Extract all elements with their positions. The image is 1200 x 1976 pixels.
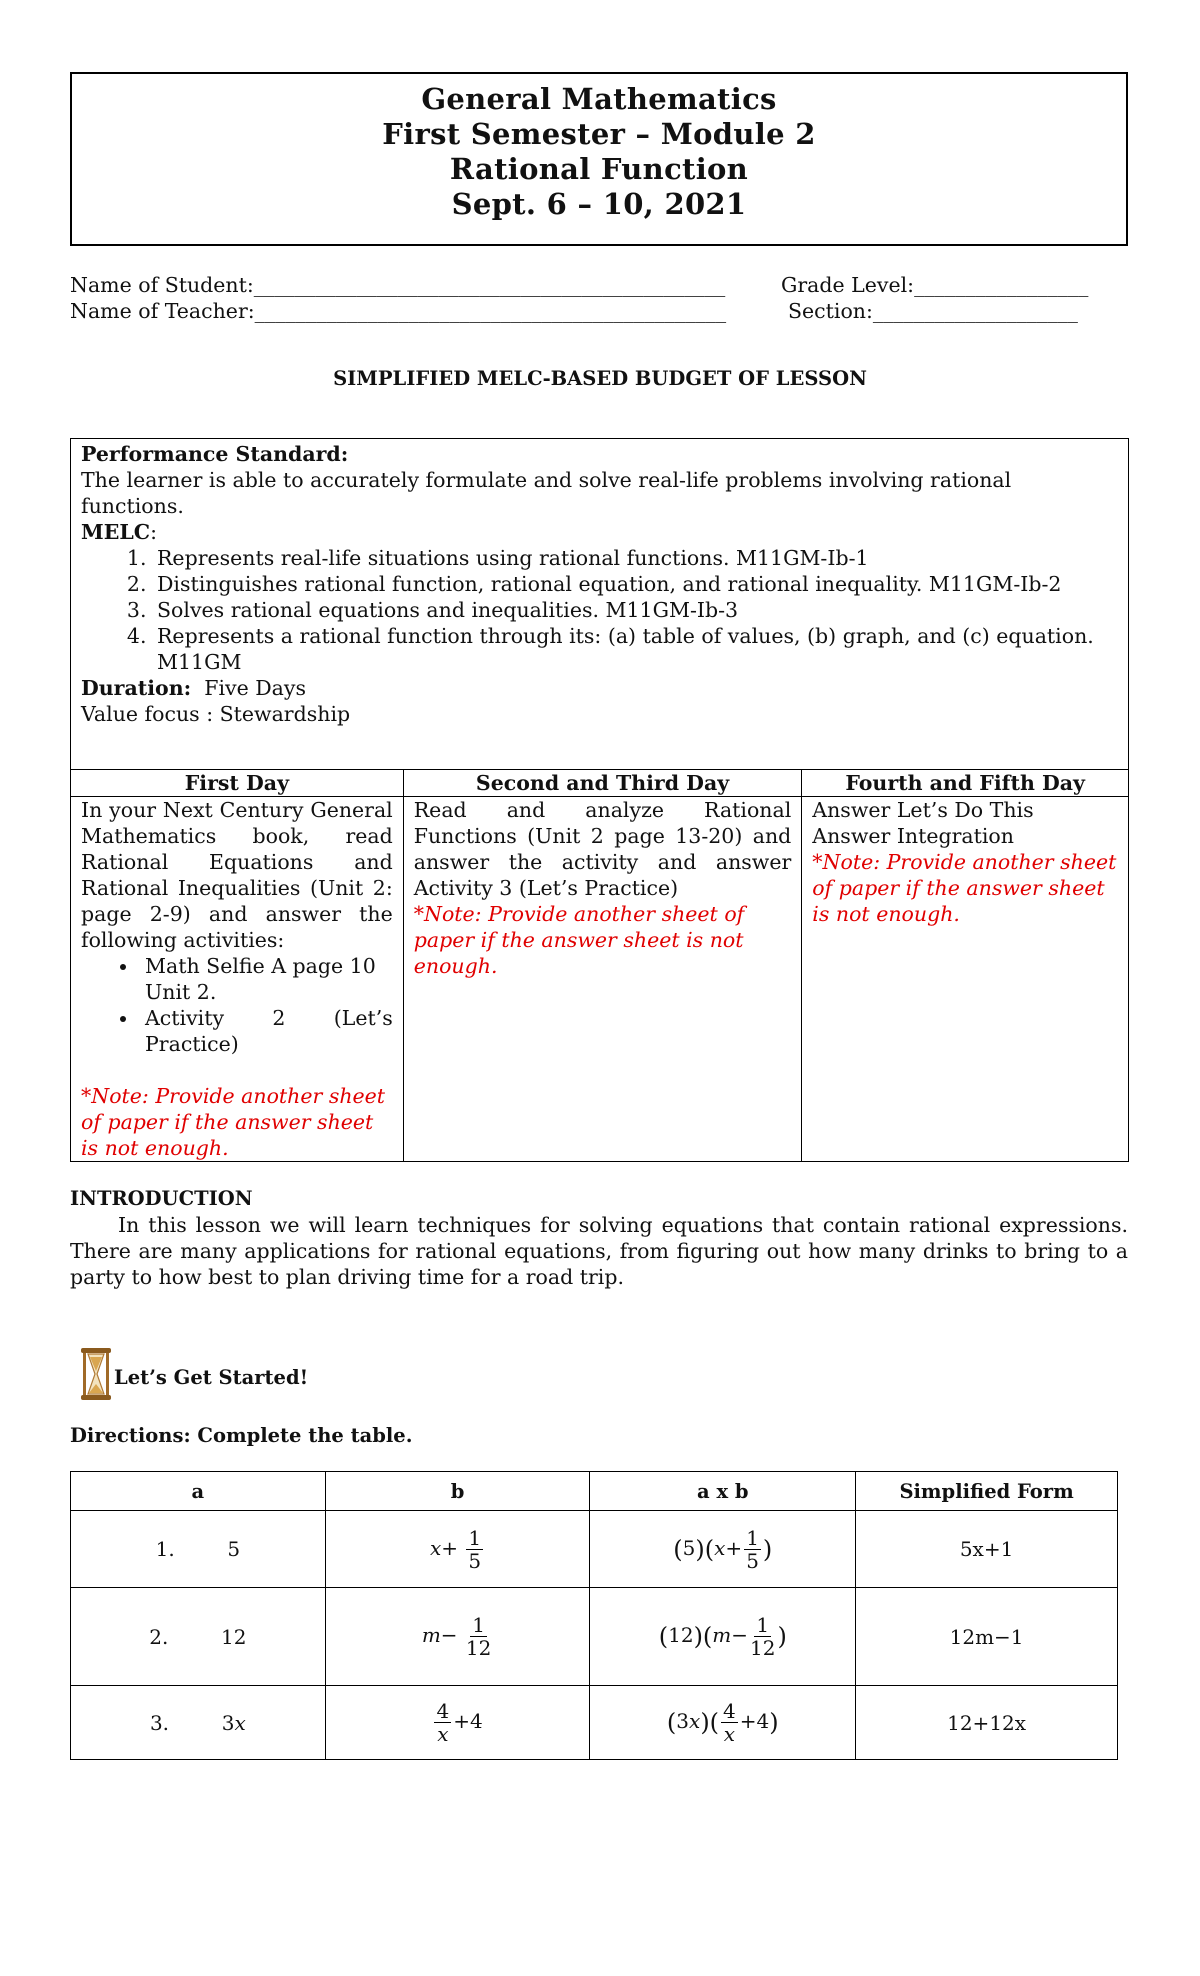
subject-title: General Mathematics <box>421 82 777 116</box>
value-focus: Value focus : Stewardship <box>81 702 351 726</box>
row-number: 3. <box>149 1710 170 1735</box>
cell-ab: (3x)( $\frac{4}{x}$ +4) <box>590 1686 856 1760</box>
table-header: a x b <box>590 1472 856 1511</box>
cell-ab: (5)(x+ $\frac{1}{5}$ ) <box>590 1511 856 1588</box>
frac-num: 1 <box>468 1525 482 1550</box>
cell-b <box>325 1511 590 1588</box>
ps-label: Performance Standard: <box>81 442 349 466</box>
date-title: Sept. 6 – 10, 2021 <box>451 187 747 221</box>
module-title: First Semester – Module 2 <box>382 117 816 151</box>
melc-colon: : <box>150 520 157 544</box>
table-row <box>71 1588 1118 1686</box>
day1-text: In your Next Century General Mathematics book, read Rational Equations and Rational Inequalities (Unit 2: page 2-9) and answer the following activities: <box>81 798 393 952</box>
frac-den: x <box>437 1722 449 1746</box>
first-day-cell <box>71 797 404 1162</box>
b-var: x <box>430 1535 442 1560</box>
a-value: 12 <box>221 1624 247 1649</box>
directions: Directions: Complete the table. <box>70 1424 413 1447</box>
cell-b <box>325 1686 590 1760</box>
ab-fraction <box>744 1527 761 1572</box>
melc-item: 2. Distinguishes rational function, rational equation, and rational inequality. M11GM-Ib-2 <box>153 571 1118 597</box>
frac-num: 4 <box>436 1699 450 1723</box>
lesson-plan-table <box>70 769 1129 1162</box>
b-op: + <box>441 1535 459 1560</box>
ab-fraction <box>750 1614 775 1659</box>
table-row <box>71 1686 1118 1760</box>
frac-num: 4 <box>723 1699 736 1723</box>
a-var: x <box>234 1710 246 1735</box>
table-row <box>71 1511 1118 1588</box>
table-header: b <box>325 1472 590 1511</box>
student-name-field[interactable]: Name of Student:______________________________________________ <box>70 273 726 297</box>
hourglass-icon <box>78 1346 114 1402</box>
ab-first: 5 <box>682 1535 696 1560</box>
plan-header: First Day <box>71 770 404 797</box>
day45-line: Answer Integration <box>812 824 1014 848</box>
b-op: + <box>453 1709 470 1733</box>
budget-heading: SIMPLIFIED MELC-BASED BUDGET OF LESSON <box>333 367 867 390</box>
duration-label: Duration: <box>81 676 192 700</box>
melc-item: 1. Represents real-life situations using rational functions. M11GM-Ib-1 <box>153 545 1118 571</box>
day45-line: Answer Let’s Do This <box>812 798 1034 822</box>
cell-a <box>71 1686 326 1760</box>
b-fraction <box>466 1614 491 1659</box>
ab-var: m <box>712 1623 732 1647</box>
b-fraction <box>466 1527 483 1572</box>
topic-title: Rational Function <box>449 152 749 186</box>
a-coef: 3 <box>221 1710 235 1735</box>
b-op: − <box>440 1623 458 1647</box>
table-header: a <box>71 1472 326 1511</box>
ab-fraction <box>721 1700 738 1745</box>
cell-a <box>71 1511 326 1588</box>
frac-den: 5 <box>468 1548 482 1573</box>
plan-header: Second and Third Day <box>403 770 802 797</box>
ab-first-coef: 3 <box>676 1709 690 1733</box>
frac-num: 1 <box>746 1525 759 1550</box>
a-value: 5 <box>227 1537 241 1561</box>
cell-simplified: 12m−1 <box>856 1588 1118 1686</box>
frac-den: 5 <box>746 1548 759 1573</box>
section-field[interactable]: Section:____________________ <box>788 299 1078 323</box>
teacher-name-field[interactable]: Name of Teacher:______________________________________________ <box>70 299 727 323</box>
duration-value: Five Days <box>204 676 306 700</box>
ab-first: 12 <box>668 1623 694 1647</box>
cell-b <box>325 1588 590 1686</box>
b-const: 4 <box>469 1709 483 1733</box>
frac-den: 12 <box>750 1636 776 1660</box>
performance-standard-box <box>70 438 1129 770</box>
b-fraction <box>434 1700 451 1745</box>
cell-simplified: 5x+1 <box>856 1511 1118 1588</box>
cell-ab: (12)(m− $\frac{1}{12}$ ) <box>590 1588 856 1686</box>
melc-list <box>81 545 1118 675</box>
row-number: 2. <box>149 1624 169 1649</box>
day1-activity: • Math Selfie A page 10 Unit 2. <box>139 953 393 1005</box>
day23-text: Read and analyze Rational Functions (Unit 2 page 13-20) and answer the activity and answer Activity 3 (Let’s Practice) <box>413 798 792 900</box>
frac-num: 1 <box>472 1613 485 1637</box>
intro-text: In this lesson we will learn techniques for solving equations that contain rational expressions. There are many applications for rational equations, from figuring out how many drinks to bring to a party to how best to plan driving time for a road trip. <box>70 1213 1128 1289</box>
day1-activity: • Activity 2 (Let’s Practice) <box>139 1005 393 1057</box>
ab-op: + <box>739 1709 757 1733</box>
cell-simplified: 12+12x <box>856 1686 1118 1760</box>
ab-first-var: x <box>689 1709 701 1733</box>
frac-den: 12 <box>465 1636 492 1660</box>
b-var: m <box>421 1623 441 1647</box>
day1-note: *Note: Provide another sheet of paper if the answer sheet is not enough. <box>81 1084 386 1160</box>
grade-level-field[interactable]: Grade Level:_________________ <box>781 273 1089 297</box>
row-number: 1. <box>155 1537 175 1561</box>
frac-num: 1 <box>756 1613 770 1637</box>
plan-header: Fourth and Fifth Day <box>802 770 1129 797</box>
melc-item: 3. Solves rational equations and inequalities. M11GM-Ib-3 <box>153 597 1118 623</box>
frac-den: x <box>723 1722 736 1746</box>
introduction-section <box>70 1186 1128 1290</box>
cell-a <box>71 1588 326 1686</box>
ab-op: + <box>725 1535 743 1560</box>
melc-label: MELC <box>81 520 151 544</box>
ab-const: 4 <box>756 1709 770 1733</box>
intro-label: INTRODUCTION <box>70 1187 253 1210</box>
day23-note: *Note: Provide another sheet of paper if the answer sheet is not enough. <box>413 902 745 978</box>
fourth-fifth-day-cell <box>802 797 1129 1162</box>
second-third-day-cell <box>403 797 802 1162</box>
title-box <box>70 72 1128 246</box>
day45-note: *Note: Provide another sheet of paper if the answer sheet is not enough. <box>812 850 1117 926</box>
table-header: Simplified Form <box>856 1472 1118 1511</box>
ps-text: The learner is able to accurately formulate and solve real-life problems involving rational functions. <box>81 468 1012 518</box>
ab-op: − <box>731 1623 749 1647</box>
lets-get-started <box>78 1346 309 1407</box>
complete-table <box>70 1471 1118 1760</box>
started-label: Let’s Get Started! <box>114 1366 309 1389</box>
ab-var: x <box>714 1535 726 1560</box>
day1-activity-list <box>81 953 393 1057</box>
melc-item: 4. Represents a rational function through its: (a) table of values, (b) graph, and (c) equation. M11GM <box>153 623 1118 675</box>
